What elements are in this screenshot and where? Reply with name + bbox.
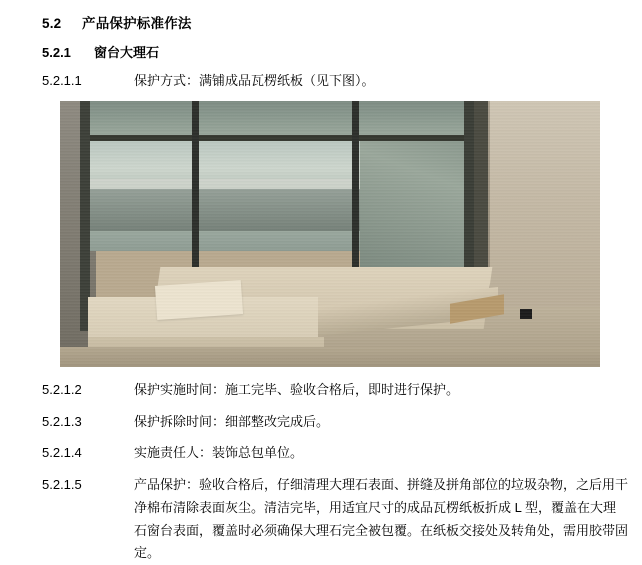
clause-5-2-1-2 bbox=[42, 379, 628, 402]
clause-5-2-1-1 bbox=[42, 70, 628, 93]
window-sill-photo bbox=[60, 101, 600, 367]
clause-text: 保护实施时间：施工完毕、验收合格后，即时进行保护。 bbox=[134, 381, 460, 397]
photo-clip bbox=[520, 309, 532, 319]
clause-number: 5.2.1.2 bbox=[42, 381, 82, 397]
clause-text: 保护方式：满铺成品瓦楞纸板（见下图）。 bbox=[134, 73, 375, 88]
clause-number: 5.2.1.5 bbox=[42, 477, 82, 492]
subsection-heading bbox=[42, 42, 628, 61]
clause-number: 5.2.1.1 bbox=[42, 73, 82, 88]
clause-text: 保护拆除时间：细部整改完成后。 bbox=[134, 413, 330, 429]
photo-floor bbox=[60, 347, 600, 367]
photo-window-transom bbox=[86, 101, 486, 137]
clause-text: 实施责任人：装饰总包单位。 bbox=[134, 445, 304, 461]
photo-road bbox=[86, 189, 386, 231]
figure bbox=[60, 101, 628, 367]
photo-mullion-horizontal bbox=[86, 135, 476, 141]
subsection-heading-text: 窗台大理石 bbox=[94, 45, 160, 60]
section-heading-number: 5.2 bbox=[42, 16, 62, 31]
clause-text: 产品保护：验收合格后，仔细清理大理石表面、拼缝及拼角部位的垃圾杂物，之后用干净棉布清除表面灰尘。清洁完毕，用适宜尺寸的成品瓦楞纸板折成 L 型，覆盖在大理石窗台表面，覆盖时必须确保大理石完全被包覆。在纸板交接处及转角处，需用胶带固定。 bbox=[134, 477, 629, 561]
section-heading-text: 产品保护标准作法 bbox=[82, 16, 192, 31]
clause-5-2-1-4 bbox=[42, 442, 628, 465]
clause-5-2-1-5 bbox=[42, 474, 628, 565]
clause-number: 5.2.1.3 bbox=[42, 413, 82, 429]
clause-number: 5.2.1.4 bbox=[42, 445, 82, 461]
clause-5-2-1-3 bbox=[42, 411, 628, 434]
photo-cardboard-fold bbox=[155, 280, 243, 320]
photo-mullion-1 bbox=[192, 101, 199, 277]
subsection-heading-number: 5.2.1 bbox=[42, 45, 71, 60]
section-heading bbox=[42, 12, 628, 32]
photo-horizon bbox=[86, 179, 386, 189]
